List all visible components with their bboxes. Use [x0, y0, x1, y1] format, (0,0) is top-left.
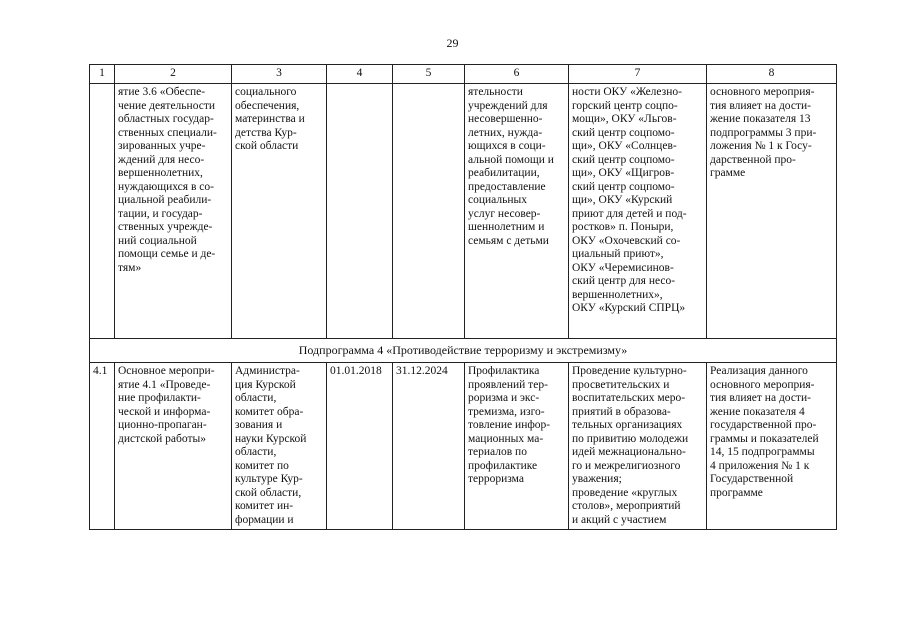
cell-text-line: териалов по	[468, 446, 527, 458]
cell-text-line: профилактике	[468, 459, 538, 472]
cell-text-line: области,	[235, 446, 277, 458]
cell-text-line: уважения;	[572, 473, 622, 485]
cell-text-line: тельных организациях	[572, 419, 683, 431]
cell-text-line: реабилитации,	[468, 167, 540, 179]
cell-text-line: циальной реабили-	[118, 194, 212, 206]
cell-text-line: комитет обра-	[235, 405, 304, 418]
cell-text-line: Проведение культурно-	[572, 365, 687, 377]
header-cell: 3	[232, 65, 327, 84]
cell-text-line: роризма и экс-	[468, 392, 540, 404]
cell-text-line: нуждающихся в со-	[118, 180, 214, 193]
cell-text-line: ский центр соцпомо-	[572, 180, 675, 193]
cell-text-line: услуг несовер-	[468, 207, 541, 220]
cell-text-line: ности ОКУ «Железно-	[572, 86, 682, 98]
cell-text-line: по привитию молодежи	[572, 432, 689, 445]
cell-text-line: приятий в образова-	[572, 405, 671, 418]
cell-number	[90, 84, 115, 339]
cell-text-line: ОКУ «Курский СПРЦ»	[572, 302, 686, 314]
cell-text-line: детства Кур-	[235, 126, 297, 139]
cell-text-line: комитет по	[235, 459, 289, 472]
cell-text-line: ятие 4.1 «Проведе-	[118, 378, 211, 391]
header-cell: 5	[393, 65, 465, 84]
cell-text-line: ОКУ «Черемисинов-	[572, 261, 674, 274]
cell-text-line: ОКУ «Охочевский со-	[572, 234, 681, 247]
cell-measure	[115, 84, 232, 339]
cell-start-date	[327, 84, 393, 339]
cell-text-line: ский центр для несо-	[572, 275, 676, 287]
cell-text-line: зированных учре-	[118, 140, 206, 152]
cell-text-line: тации, и государ-	[118, 207, 203, 220]
cell-text-line: помощи семье и де-	[118, 248, 216, 260]
cell-text-line: щи», ОКУ «Щигров-	[572, 167, 675, 179]
cell-text-line: ний социальной	[118, 234, 197, 247]
cell-text-line: формации и	[235, 513, 294, 526]
table-row	[90, 363, 837, 530]
cell-text-line: социального	[235, 86, 297, 98]
cell-text-line: ция Курской	[235, 378, 296, 391]
cell-description	[569, 363, 707, 530]
cell-text-line: подпрограммы 3 при-	[710, 126, 817, 139]
cell-text-line: учреждений для	[468, 99, 548, 112]
cell-text-line: комитет ин-	[235, 500, 294, 512]
cell-text-line: ческой и информа-	[118, 405, 211, 418]
cell-text-line: социальных	[468, 194, 527, 206]
cell-indicator	[707, 84, 837, 339]
cell-text-line: терроризма	[468, 473, 524, 485]
cell-text-line: тям»	[118, 261, 142, 274]
cell-text-line: несовершенно-	[468, 113, 543, 125]
cell-text-line: ской области,	[235, 486, 302, 499]
cell-text-line: мощи», ОКУ «Льгов-	[572, 113, 677, 125]
cell-text-line: тия влияет на дости-	[710, 392, 811, 404]
cell-text-line: грамме	[710, 167, 746, 179]
cell-indicator	[707, 363, 837, 530]
cell-text-line: вершеннолетних,	[118, 167, 203, 179]
cell-text-line: Профилактика	[468, 365, 540, 377]
cell-text-line: областных государ-	[118, 113, 214, 125]
cell-description	[569, 84, 707, 339]
cell-text-line: ской области	[235, 140, 299, 152]
cell-text-line: проведение «круглых	[572, 486, 678, 499]
cell-text-line: товление инфор-	[468, 419, 551, 431]
cell-text-line: ждений для несо-	[118, 153, 205, 166]
cell-text-line: вершеннолетних»,	[572, 288, 663, 301]
cell-text-line: обеспечения,	[235, 99, 300, 112]
header-cell: 2	[115, 65, 232, 84]
cell-text-line: тия влияет на дости-	[710, 99, 811, 112]
header-cell: 8	[707, 65, 837, 84]
cell-text-line: 14, 15 подпрограммы	[710, 446, 815, 458]
cell-number: 4.1	[90, 363, 115, 530]
cell-text-line: и акций с участием	[572, 513, 667, 526]
cell-text-line: идей межнационально-	[572, 446, 686, 458]
cell-measure	[115, 363, 232, 530]
cell-text-line: Администра-	[235, 365, 300, 377]
cell-text-line: летних, нужда-	[468, 126, 543, 139]
header-cell: 1	[90, 65, 115, 84]
cell-text-line: чение деятельности	[118, 99, 216, 112]
cell-end-date	[393, 84, 465, 339]
cell-text-line: материнства и	[235, 113, 305, 125]
cell-text-line: Государственной	[710, 473, 794, 485]
cell-text-line: циальный приют»,	[572, 248, 664, 260]
cell-text-line: альной помощи и	[468, 153, 554, 166]
program-table	[89, 64, 837, 530]
cell-text-line: горский центр соцпо-	[572, 99, 678, 112]
header-cell: 6	[465, 65, 569, 84]
cell-executor	[232, 84, 327, 339]
cell-text-line: ский центр соцпомо-	[572, 126, 675, 139]
cell-result	[465, 363, 569, 530]
cell-text-line: ский центр соцпомо-	[572, 153, 675, 166]
cell-text-line: дарственной про-	[710, 153, 796, 166]
cell-text-line: столов», мероприятий	[572, 500, 681, 512]
cell-text-line: 4 приложения № 1 к	[710, 459, 810, 472]
cell-text-line: жение показателя 4	[710, 405, 805, 418]
cell-text-line: ственных учрежде-	[118, 221, 213, 233]
cell-text-line: жение показателя 13	[710, 113, 811, 125]
subprogram-row	[90, 339, 837, 363]
header-cell: 7	[569, 65, 707, 84]
cell-text-line: предоставление	[468, 180, 546, 193]
cell-text-line: зования и	[235, 419, 283, 431]
cell-text-line: просветительских и	[572, 378, 670, 391]
cell-text-line: области,	[235, 392, 277, 404]
cell-text-line: программе	[710, 486, 763, 499]
cell-text-line: го и межрелигиозного	[572, 459, 681, 472]
page-number: 29	[446, 36, 459, 50]
cell-text-line: ние профилакти-	[118, 392, 201, 404]
cell-text-line: основного мероприя-	[710, 378, 815, 391]
cell-text-line: воспитательских меро-	[572, 392, 686, 404]
cell-end-date: 31.12.2024	[393, 363, 465, 530]
header-cell: 4	[327, 65, 393, 84]
cell-text-line: культуре Кур-	[235, 473, 303, 485]
cell-text-line: ятельности	[468, 86, 523, 98]
cell-text-line: мационных ма-	[468, 432, 544, 445]
cell-text-line: тремизма, изго-	[468, 405, 545, 418]
cell-text-line: дистской работы»	[118, 432, 206, 445]
cell-text-line: ственных специали-	[118, 126, 217, 139]
cell-text-line: ющихся в соци-	[468, 140, 546, 152]
table-row	[90, 84, 837, 339]
cell-text-line: Реализация данного	[710, 365, 808, 377]
cell-text-line: ложения № 1 к Госу-	[710, 140, 812, 152]
header-row	[90, 65, 837, 84]
cell-text-line: ростков» п. Поныри,	[572, 221, 674, 233]
cell-text-line: семьям с детьми	[468, 234, 549, 247]
cell-executor	[232, 363, 327, 530]
cell-text-line: граммы и показателей	[710, 432, 819, 445]
cell-text-line: ятие 3.6 «Обеспе-	[118, 86, 206, 98]
cell-text-line: шеннолетним и	[468, 221, 545, 233]
cell-text-line: науки Курской	[235, 432, 307, 445]
cell-text-line: Основное меропри-	[118, 365, 215, 377]
cell-text-line: государственной про-	[710, 419, 817, 431]
cell-result	[465, 84, 569, 339]
cell-text-line: основного мероприя-	[710, 86, 815, 98]
cell-start-date: 01.01.2018	[327, 363, 393, 530]
subprogram-title: Подпрограмма 4 «Противодействие терроризму и экстремизму»	[90, 339, 837, 363]
cell-text-line: щи», ОКУ «Курский	[572, 194, 673, 206]
cell-text-line: проявлений тер-	[468, 378, 548, 391]
cell-text-line: приют для детей и под-	[572, 207, 687, 220]
cell-text-line: щи», ОКУ «Солнцев-	[572, 140, 677, 152]
cell-text-line: ционно-пропаган-	[118, 419, 207, 431]
